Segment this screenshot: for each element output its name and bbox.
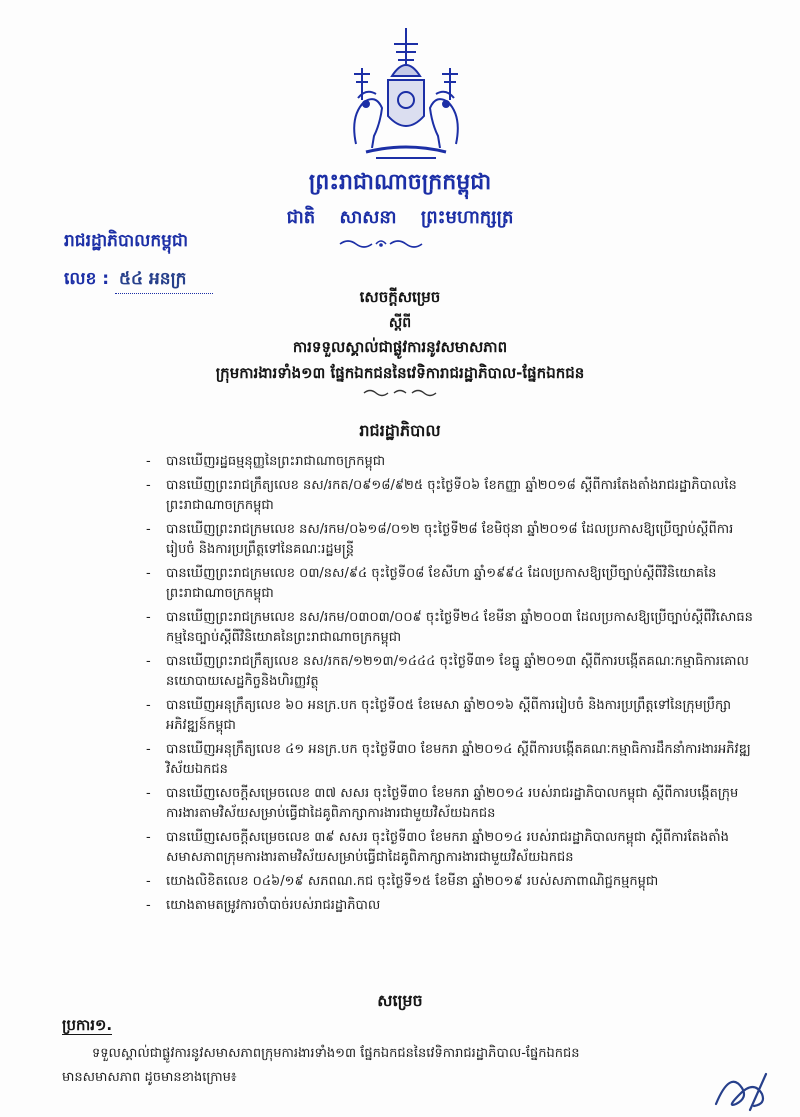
national-motto: ជាតិ សាសនា ព្រះមហាក្សត្រ <box>286 207 514 228</box>
list-item: - បានឃើញរដ្ឋធម្មនុញ្ញនៃព្រះរាជាណាចក្រកម្ពុជា <box>146 454 386 469</box>
article-text-part3: មានសមាសភាព ដូចមានខាងក្រោម៖ <box>62 1070 237 1085</box>
article-text-part2: ផ្នែកឯកជននៃវេទិការាជរដ្ឋាភិបាល-ផ្នែកឯកជន <box>360 1046 580 1061</box>
title-about: ស្តីពី <box>388 315 412 331</box>
issuer-name: រាជរដ្ឋាភិបាលកម្ពុជា <box>64 231 189 251</box>
list-item: - បានឃើញព្រះរាជក្រឹត្យលេខ នស/រកត/១២១៣/១៤៤៤ ចុះថ្ងៃទី៣១ ខែធ្នូ ឆ្នាំ២០១៣ ស្តីពីការបង្កើតគណៈកម្មាធិការគោលនយោបាយសេដ្ឋកិច្ចនិងហិរញ្ញវត្ថុ <box>146 654 749 689</box>
list-item: - បានឃើញសេចក្តីសម្រេចលេខ ៣៧ សសរ ចុះថ្ងៃទី៣០ ខែមករា ឆ្នាំ២០១៤ របស់រាជរដ្ឋាភិបាលកម្ពុជា ស្តីពីការបង្កើតក្រុមការងារតាមវិស័យសម្រាប់ធ្វើជាដៃគូពិភាក្សាការងារជាមួយវិស័យឯកជន <box>146 786 739 821</box>
list-item: - បានឃើញព្រះរាជក្រមលេខ នស/រកម/០៣០៣/០០៩ ចុះថ្ងៃទី២៤ ខែមីនា ឆ្នាំ២០០៣ ដែលប្រកាសឱ្យប្រើច្បាប់ស្តីពីវិសោធនកម្មនៃច្បាប់ស្តីពីវិនិយោគនៃព្រះរាជាណាចក្រកម្ពុជា <box>146 610 753 645</box>
royal-coat-of-arms-icon <box>336 24 476 164</box>
title-subject: ការទទួលស្គាល់ជាផ្លូវការនូវសមាសភាព <box>292 338 508 356</box>
decision-heading: សម្រេច <box>377 991 423 1010</box>
title-ornament-icon <box>360 388 440 398</box>
title-subject-detail: ក្រុមការងារទាំង១៣ ផ្នែកឯកជននៃវេទិការាជរដ្ឋាភិបាល-ផ្នែកឯកជន <box>215 364 585 382</box>
list-item: - បានឃើញអនុក្រឹត្យលេខ ៤១ អនក្រ.បក ចុះថ្ងៃទី៣០ ខែមករា ឆ្នាំ២០១៤ ស្តីពីការបង្កើតគណៈកម្មាធិការដឹកនាំការងារអភិវឌ្ឍវិស័យឯកជន <box>146 742 751 777</box>
document-type: សេចក្តីសម្រេច <box>359 288 441 306</box>
article-text-part1: ទទួលស្គាល់ជាផ្លូវការនូវសមាសភាពក្រុមការងារទាំង១៣ <box>92 1046 357 1061</box>
article-label: ប្រការ១. <box>62 1016 113 1034</box>
list-item: - យោងតាមតម្រូវការចាំបាច់របស់រាជរដ្ឋាភិបាល <box>146 898 381 913</box>
handwritten-signature-icon <box>706 1064 786 1112</box>
list-item: - បានឃើញព្រះរាជក្រមលេខ ០៣/នស/៩៤ ចុះថ្ងៃទី០៨ ខែសីហា ឆ្នាំ១៩៩៤ ដែលប្រកាសឱ្យប្រើច្បាប់ស្តីពីវិនិយោគនៃព្រះរាជាណាចក្រកម្ពុជា <box>146 566 717 601</box>
number-value: ៥៤ អនក្រ <box>115 268 213 294</box>
kingdom-name: ព្រះរាជាណាចក្រកម្ពុជា <box>308 170 492 195</box>
legal-references-list <box>146 452 758 920</box>
ornament-divider-icon <box>336 238 426 250</box>
list-item: - បានឃើញសេចក្តីសម្រេចលេខ ៣៩ សសរ ចុះថ្ងៃទី៣០ ខែមករា ឆ្នាំ២០១៤ របស់រាជរដ្ឋាភិបាលកម្ពុជា ស្តីពីការតែងតាំងសមាសភាពក្រុមការងារតាមវិស័យសម្រាប់ធ្វើជាដៃគូពិភាក្សាការងារជាមួយវិស័យឯកជន <box>146 830 729 865</box>
number-label: លេខ : <box>64 269 110 289</box>
article-body <box>62 1042 762 1090</box>
list-item: - បានឃើញព្រះរាជក្រមលេខ នស/រកម/០៦១៨/០១២ ចុះថ្ងៃទី២៨ ខែមិថុនា ឆ្នាំ២០១៨ ដែលប្រកាសឱ្យប្រើច្បាប់ស្តីពីការរៀបចំ និងការប្រព្រឹត្តទៅនៃគណៈរដ្ឋមន្ត្រី <box>146 522 734 557</box>
list-item: - យោងលិខិតលេខ ០៤៦/១៩ សភពណ.កជ ចុះថ្ងៃទី១៥ ខែមីនា ឆ្នាំ២០១៩ របស់សភាពាណិជ្ជកម្មកម្ពុជា <box>146 874 659 889</box>
government-heading: រាជរដ្ឋាភិបាល <box>359 421 441 440</box>
list-item: - បានឃើញអនុក្រឹត្យលេខ ៦០ អនក្រ.បក ចុះថ្ងៃទី០៥ ខែមេសា ឆ្នាំ២០១៦ ស្តីពីការរៀបចំ និងការប្រព្រឹត្តទៅនៃក្រុមប្រឹក្សាអភិវឌ្ឍន៍កម្ពុជា <box>146 698 732 733</box>
list-item: - បានឃើញព្រះរាជក្រឹត្យលេខ នស/រកត/០៩១៨/៩២៥ ចុះថ្ងៃទី០៦ ខែកញ្ញា ឆ្នាំ២០១៨ ស្តីពីការតែងតាំងរាជរដ្ឋាភិបាលនៃព្រះរាជាណាចក្រកម្ពុជា <box>146 478 737 513</box>
